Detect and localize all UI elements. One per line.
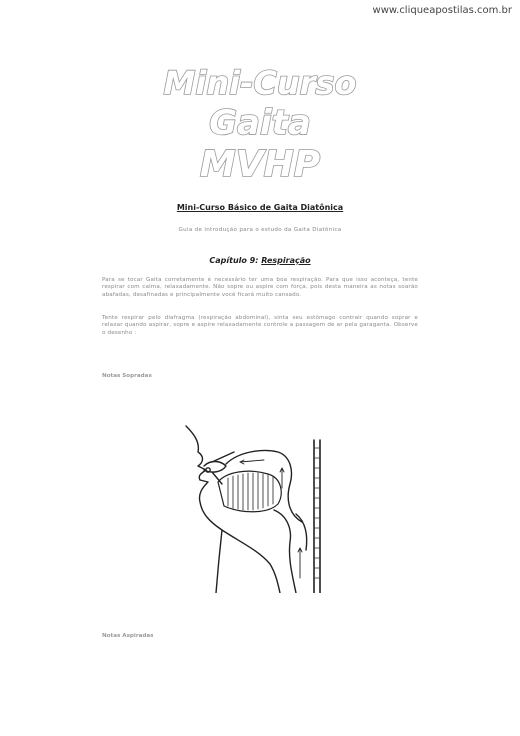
chapter-name: Respiração — [261, 256, 311, 265]
document-title: Mini-Curso Básico de Gaita Diatônica — [176, 203, 344, 212]
document-subtitle: Guia de introdução para o estudo da Gaita Diatônica — [178, 227, 342, 233]
breathing-diagram — [178, 418, 338, 593]
paragraph-diaphragm: Tente respirar pelo diafragma (respiração abdominal), sinta seu estômago contrair quando soprar e relaxar quando aspirar, sopre e aspire relaxadamente controle a passagem de ar pela garaganta. Observe o desenho : — [102, 315, 418, 336]
logo-line-1: Mini-Curso — [163, 64, 357, 102]
course-logo — [140, 60, 380, 190]
paragraph-breathing-intro: Para se tocar Gaita corretamente é necessário ter uma boa respiração. Para que isso aconteça, tente respirar com calma, relaxadamente. Não sopre ou aspire com força, pois desta maneira as notas soarão abafadas, desafinadas e principalmente você ficará muito cansado. — [102, 277, 418, 298]
chapter-prefix: Capítulo 9: — [209, 256, 259, 265]
logo-line-3: MVHP — [199, 144, 321, 185]
label-blown-notes: Notas Sopradas — [102, 373, 152, 379]
logo-line-2: Gaita — [209, 103, 311, 143]
label-drawn-notes: Notas Aspiradas — [102, 633, 154, 639]
site-url[interactable]: www.cliqueapostilas.com.br — [372, 5, 512, 16]
chapter-heading — [0, 256, 520, 265]
